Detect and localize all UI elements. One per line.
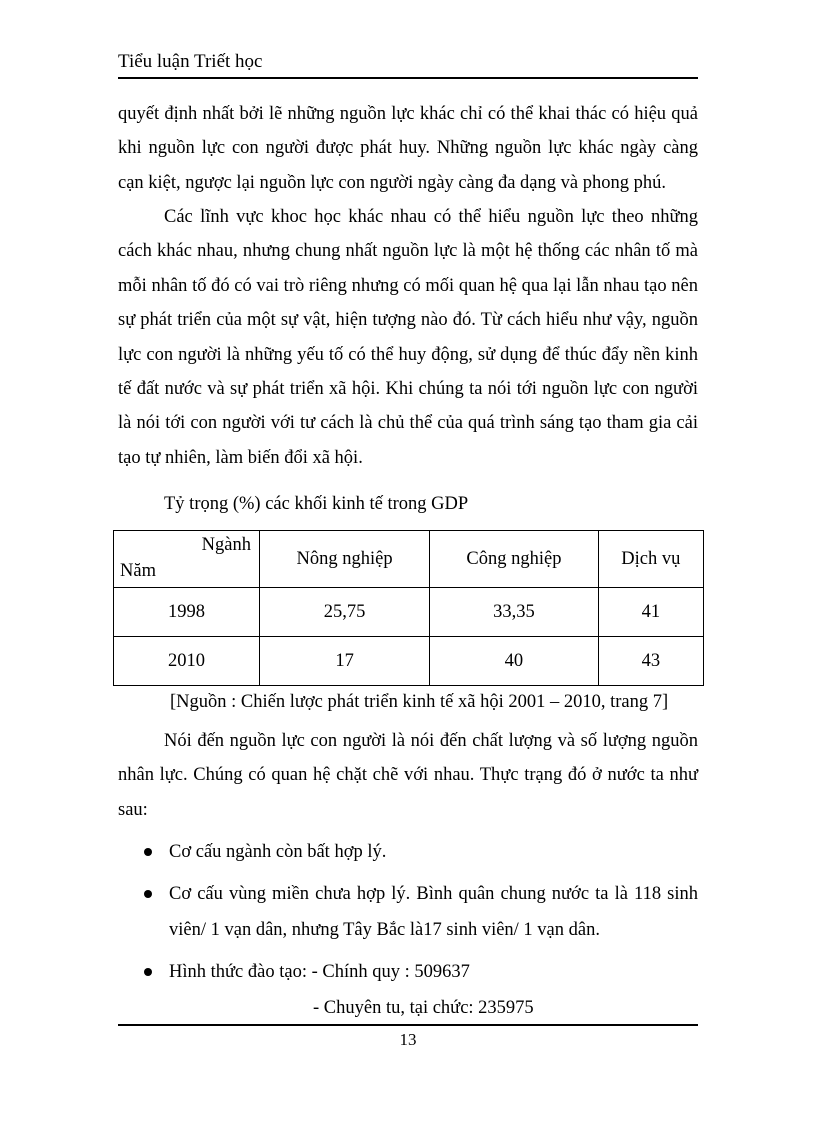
column-header: Dịch vụ xyxy=(598,531,703,588)
list-item-text: Cơ cấu vùng miền chưa hợp lý. Bình quân chung nước ta là 118 sinh viên/ 1 vạn dân, nhưng Tây Bắc là17 sinh viên/ 1 vạn dân. xyxy=(169,884,698,940)
table-cell: 25,75 xyxy=(260,588,430,637)
column-header: Công nghiệp xyxy=(430,531,598,588)
paragraph-1: quyết định nhất bởi lẽ những nguồn lực khác chỉ có thể khai thác có hiệu quả khi nguồn lực con người được phát huy. Những nguồn lực khác ngày càng cạn kiệt, ngược lại nguồn lực con người ngày càng đa dạng và phong phú. xyxy=(118,104,698,193)
row-year: 2010 xyxy=(114,637,260,686)
table-cell: 33,35 xyxy=(430,588,598,637)
table-cell: 40 xyxy=(430,637,598,686)
list-item xyxy=(118,876,698,948)
list-continuation: - Chuyên tu, tại chức: 235975 xyxy=(313,998,534,1018)
footer-rule xyxy=(118,1024,698,1026)
corner-header-cell xyxy=(114,531,260,588)
paragraph-2: Các lĩnh vực khoc học khác nhau có thể hiểu nguồn lực theo những cách khác nhau, nhưng chung nhất nguồn lực là một hệ thống các nhân tố mà mỗi nhân tố đó có vai trò riêng nhưng có mối quan hệ qua lại lẫn nhau tạo nên sự phát triển của một sự vật, hiện tượng nào đó. Từ cách hiểu như vậy, nguồn lực con người là những yếu tố có thể huy động, sử dụng để thúc đẩy nền kinh tế đất nước và sự phát triển xã hội. Khi chúng ta nói tới nguồn lực con người là nói tới con người với tư cách là chủ thể của quá trình sáng tạo tham gia cải tạo tự nhiên, làm biến đổi xã hội. xyxy=(118,207,698,468)
table-row xyxy=(114,637,704,686)
bullet-icon xyxy=(144,890,152,898)
table-header-row xyxy=(114,531,704,588)
list-item-text: Hình thức đào tạo: - Chính quy : 509637 xyxy=(169,962,470,982)
table-caption: Tỷ trọng (%) các khối kinh tế trong GDP xyxy=(164,494,469,514)
bullet-icon xyxy=(144,968,152,976)
table-source: [Nguồn : Chiến lược phát triển kinh tế xã hội 2001 – 2010, trang 7] xyxy=(170,692,669,712)
paragraph-3: Nói đến nguồn lực con người là nói đến chất lượng và số lượng nguồn nhân lực. Chúng có quan hệ chặt chẽ với nhau. Thực trạng đó ở nước ta như sau: xyxy=(118,731,698,820)
corner-header-year: Năm xyxy=(120,561,156,581)
bullet-icon xyxy=(144,848,152,856)
table-cell: 17 xyxy=(260,637,430,686)
row-year: 1998 xyxy=(114,588,260,637)
list-item xyxy=(118,954,698,990)
table-cell: 43 xyxy=(598,637,703,686)
table-cell: 41 xyxy=(598,588,703,637)
list-item-text: Cơ cấu ngành còn bất hợp lý. xyxy=(169,842,387,862)
gdp-share-table xyxy=(113,530,704,686)
header-rule xyxy=(118,77,698,79)
table-row xyxy=(114,588,704,637)
corner-header-sector: Ngành xyxy=(201,535,251,555)
list-item xyxy=(118,834,698,870)
header-title: Tiểu luận Triết học xyxy=(118,51,263,72)
bullet-list xyxy=(118,834,698,990)
column-header: Nông nghiệp xyxy=(260,531,430,588)
page-number: 13 xyxy=(399,1030,417,1049)
